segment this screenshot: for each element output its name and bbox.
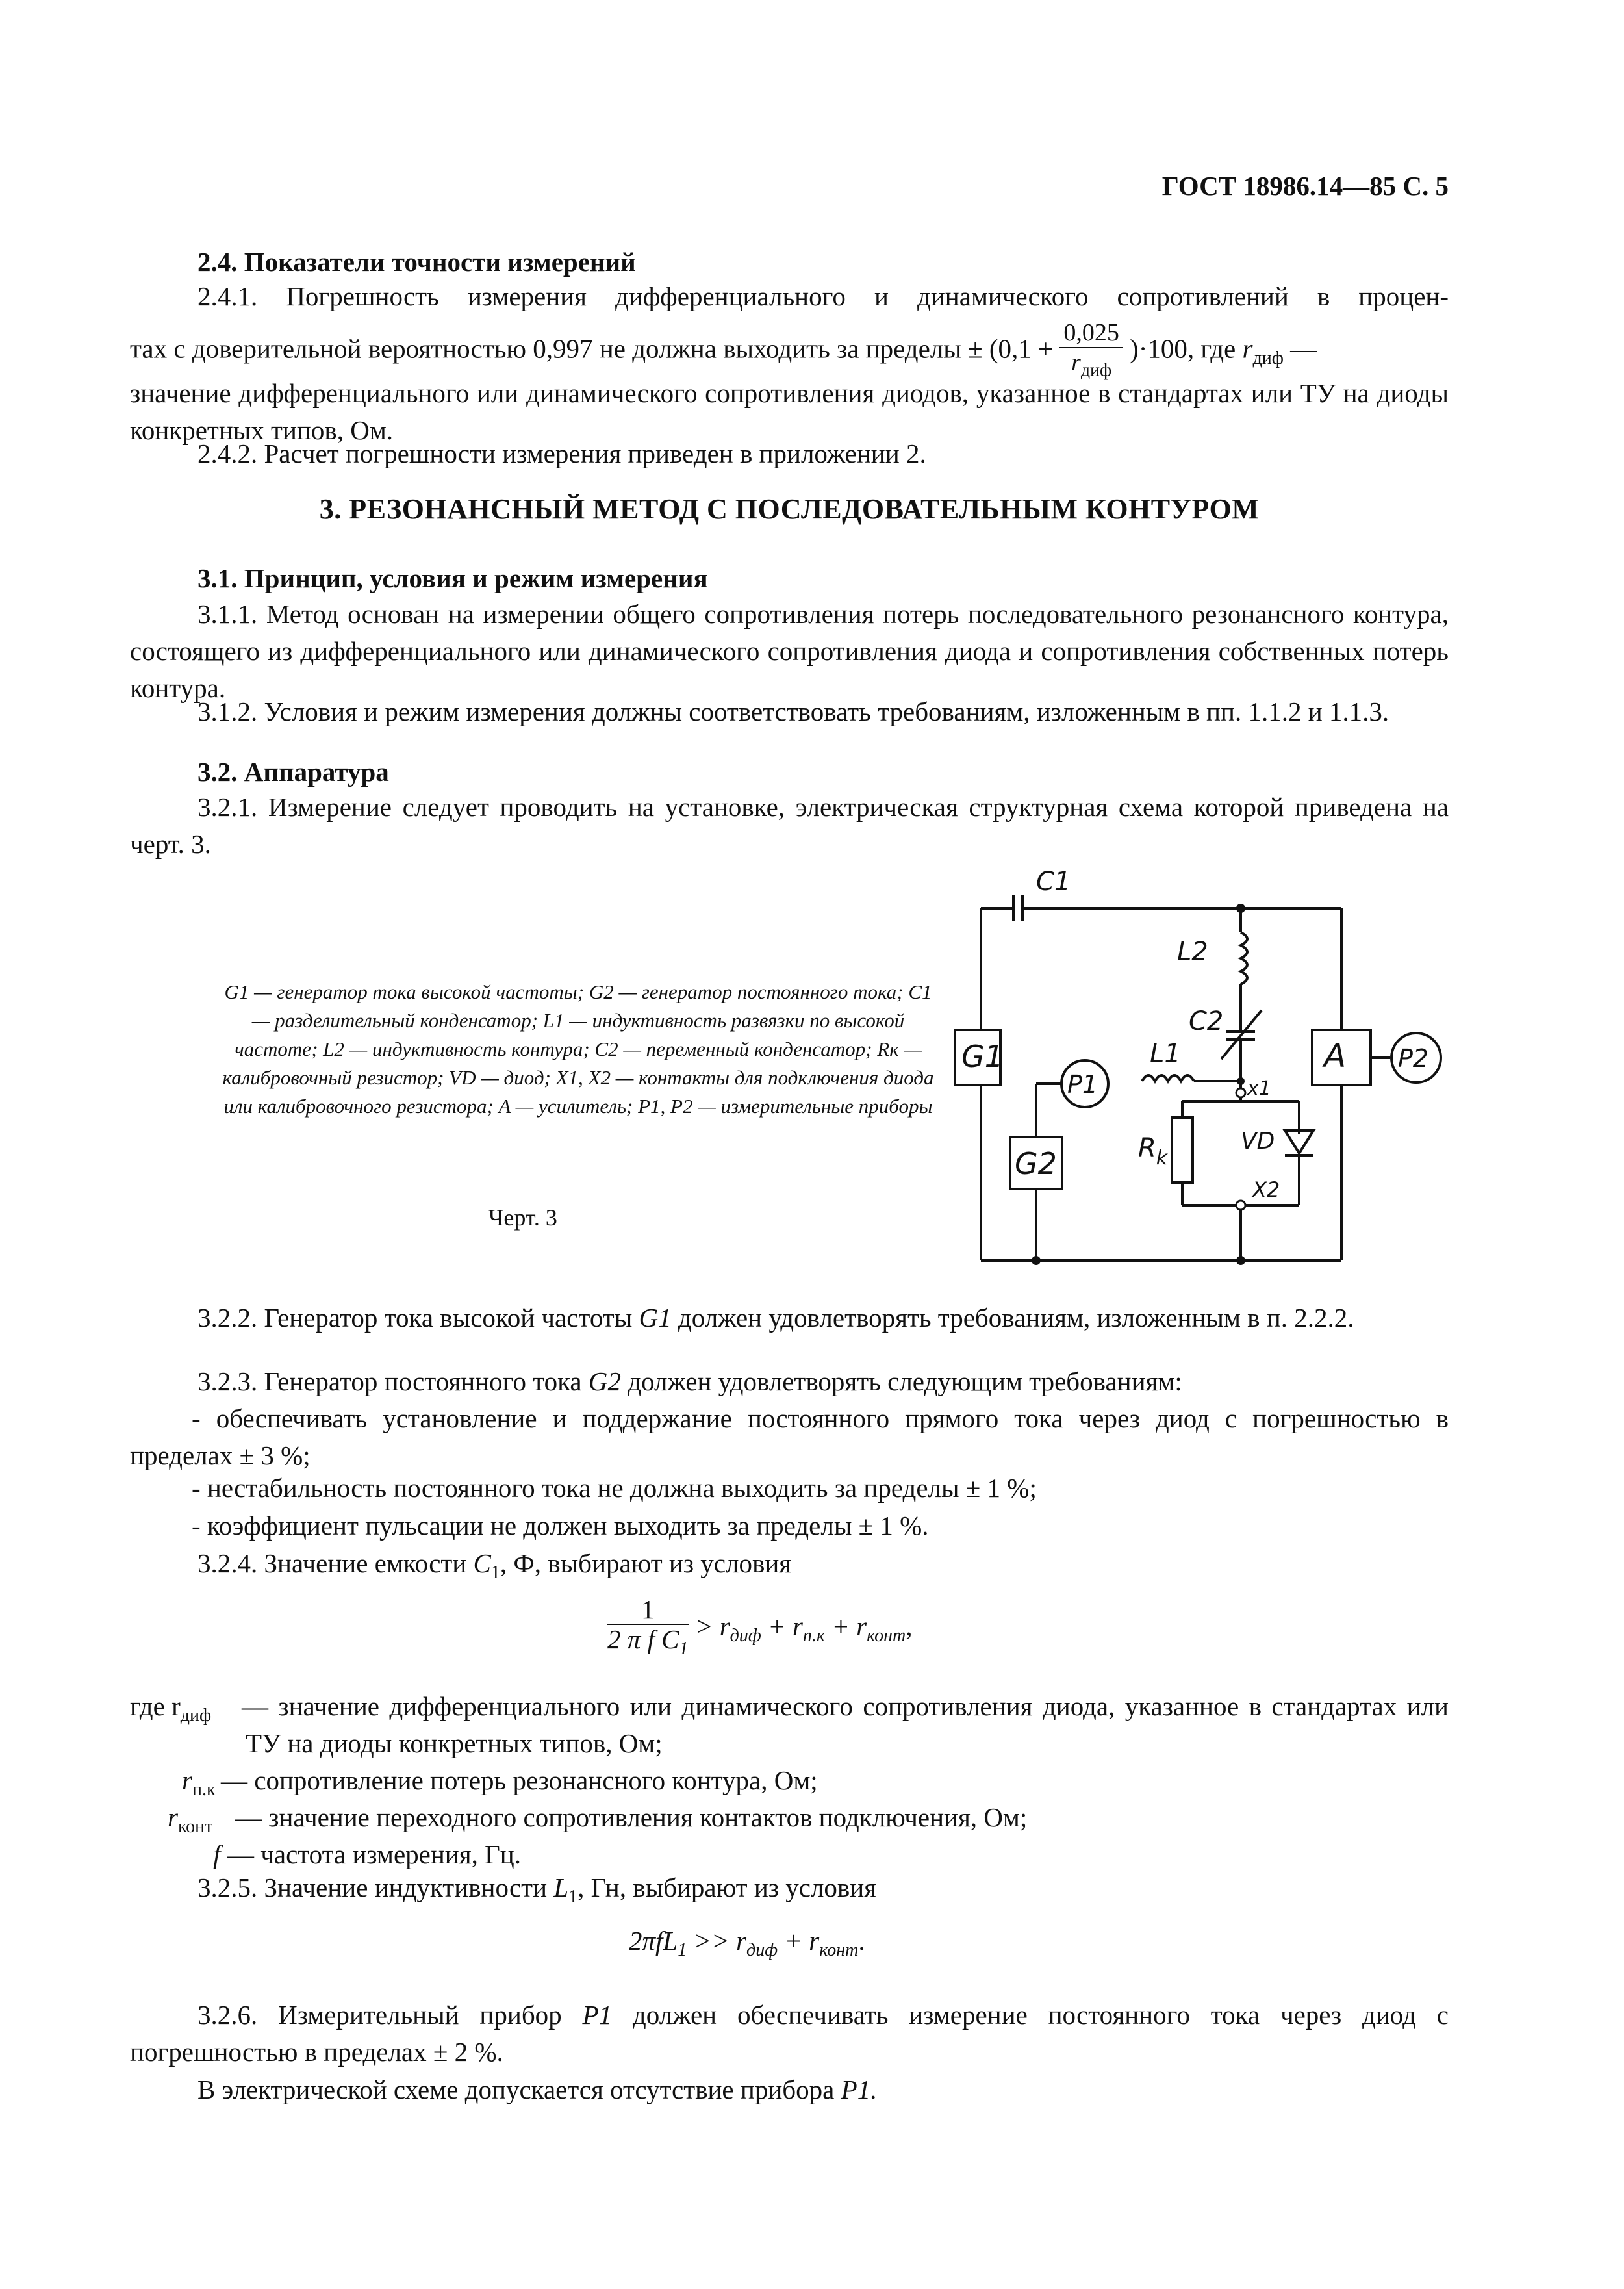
list-item: - коэффициент пульсации не должен выходить за пределы ± 1 %. bbox=[192, 1511, 929, 1541]
subscript: конт bbox=[867, 1626, 906, 1646]
text-fragment: , Гн, выбирают из условия bbox=[577, 1873, 877, 1902]
subscript: 1 bbox=[490, 1563, 500, 1583]
definition-desc: — значение переходного сопротивления контактов подключения, Ом; bbox=[235, 1802, 1028, 1832]
symbol: G2 bbox=[588, 1366, 621, 1396]
contact-x1 bbox=[1236, 1088, 1245, 1097]
contact-x2 bbox=[1236, 1201, 1245, 1210]
label-l1: L1 bbox=[1150, 1039, 1181, 1069]
para-3-2-5 bbox=[130, 1869, 1449, 1915]
text-fragment: В электрической схеме допускается отсутствие прибора bbox=[197, 2075, 835, 2104]
text-fragment: , Ф, выбирают из условия bbox=[500, 1548, 792, 1578]
fraction-denominator: r bbox=[1071, 349, 1081, 376]
symbol: r bbox=[168, 1802, 178, 1832]
formula-term: . bbox=[858, 1926, 865, 1956]
junction-dot bbox=[1236, 904, 1245, 913]
definition-desc: — частота измерения, Гц. bbox=[227, 1839, 522, 1869]
label-vd: VD bbox=[1241, 1128, 1275, 1155]
formula-term: , bbox=[906, 1611, 913, 1641]
diode-vd bbox=[1285, 1131, 1313, 1153]
list-item: - нестабильность постоянного тока не должна выходить за пределы ± 1 %; bbox=[192, 1473, 1037, 1503]
label-rk: $R_k$ bbox=[1138, 1133, 1168, 1170]
label-c1: C1 bbox=[1036, 867, 1071, 897]
subscript: 1 bbox=[568, 1887, 578, 1908]
definition-term bbox=[130, 1688, 211, 1734]
symbol: C bbox=[473, 1548, 491, 1578]
subscript: диф bbox=[746, 1940, 778, 1961]
text-fragment: 3.2.4. Значение емкости bbox=[197, 1548, 467, 1578]
para-3-2-6-note bbox=[130, 2071, 1449, 2108]
label-p2: P2 bbox=[1398, 1044, 1429, 1073]
subscript: диф bbox=[1080, 360, 1112, 381]
symbol: r bbox=[182, 1765, 192, 1795]
text-fragment: 3.2.5. Значение индуктивности bbox=[197, 1873, 548, 1902]
inductor-l1 bbox=[1142, 1075, 1194, 1081]
subscript: конт bbox=[819, 1940, 859, 1961]
text-fragment: где r bbox=[130, 1691, 181, 1721]
symbol: L bbox=[553, 1873, 569, 1902]
text-fragment: должен удовлетворять требованиям, изложенным в п. 2.2.2. bbox=[678, 1303, 1354, 1333]
list-item: - обеспечивать установление и поддержание постоянного прямого тока через диод с погрешностью в пределах ± 3 %; bbox=[130, 1403, 1449, 1470]
section-3-title: 3. РЕЗОНАНСНЫЙ МЕТОД С ПОСЛЕДОВАТЕЛЬНЫМ КОНТУРОМ bbox=[319, 493, 1260, 525]
definition-row bbox=[130, 1688, 1449, 1762]
text-fragment: — bbox=[1290, 333, 1317, 364]
inductor-l2 bbox=[1241, 932, 1247, 984]
label-l2: L2 bbox=[1177, 937, 1208, 967]
subscript: 1 bbox=[678, 1940, 687, 1961]
label-g1: G1 bbox=[961, 1039, 1004, 1074]
definition-row bbox=[130, 1762, 1449, 1799]
symbol: P1. bbox=[841, 2075, 878, 2104]
para-3-2-6 bbox=[130, 1997, 1449, 2071]
para-3-2-3 bbox=[130, 1363, 1449, 1400]
text-fragment: )·100, где bbox=[1130, 333, 1236, 364]
page-header: ГОСТ 18986.14—85 С. 5 bbox=[1161, 171, 1449, 201]
para-2-4-1-line3: значение дифференциального или динамического сопротивления диодов, указанное в стандартах или ТУ на диоды конкретных типов, Ом. bbox=[130, 378, 1449, 445]
resistor-rk bbox=[1172, 1118, 1193, 1183]
text-fragment: должен удовлетворять следующим требованиям: bbox=[628, 1366, 1182, 1396]
formula-term: > r bbox=[694, 1611, 730, 1641]
subscript: диф bbox=[730, 1626, 761, 1646]
section-2-4-title: 2.4. Показатели точности измерений bbox=[197, 247, 636, 277]
fraction-numerator: 1 bbox=[607, 1595, 689, 1625]
symbol: G1 bbox=[639, 1303, 672, 1333]
fraction-numerator: 0,025 bbox=[1059, 318, 1123, 348]
section-3-1-title: 3.1. Принцип, условия и режим измерения bbox=[197, 563, 708, 593]
label-p1: P1 bbox=[1067, 1070, 1098, 1099]
subscript: п.к bbox=[802, 1626, 825, 1646]
figure-caption: Черт. 3 bbox=[488, 1205, 557, 1231]
formula-term: + r bbox=[784, 1926, 820, 1956]
fraction-denominator: 2 π f C bbox=[607, 1624, 679, 1654]
text-fragment: тах с доверительной вероятностью 0,997 не должна выходить за пределы ± (0,1 + bbox=[130, 333, 1054, 364]
formula-term: 2πfL bbox=[629, 1926, 678, 1956]
para-2-4-2: 2.4.2. Расчет погрешности измерения приведен в приложении 2. bbox=[197, 439, 926, 468]
label-c2: C2 bbox=[1189, 1006, 1224, 1036]
formula-term: >> r bbox=[693, 1926, 747, 1956]
para-3-2-1: 3.2.1. Измерение следует проводить на установке, электрическая структурная схема которой приведена на черт. 3. bbox=[130, 792, 1449, 859]
text-fragment: 3.2.6. Измерительный прибор bbox=[197, 2000, 562, 2030]
junction-dot bbox=[1032, 1256, 1041, 1265]
definition-term bbox=[213, 1836, 220, 1873]
label-g2: G2 bbox=[1015, 1146, 1057, 1181]
subscript: 1 bbox=[679, 1639, 689, 1659]
para-3-1-2: 3.1.2. Условия и режим измерения должны соответствовать требованиям, изложенным в пп. 1.1.2 и 1.1.3. bbox=[197, 697, 1389, 726]
label-x2: X2 bbox=[1252, 1177, 1280, 1202]
definition-row bbox=[130, 1799, 1449, 1836]
formula-term: + r bbox=[767, 1611, 803, 1641]
definitions-list bbox=[130, 1688, 1449, 1873]
formula-term: + r bbox=[831, 1611, 867, 1641]
formula-l1 bbox=[629, 1925, 865, 1961]
para-3-2-2 bbox=[130, 1299, 1449, 1336]
text-fragment: должен обеспечивать измерение постоянного тока через диод с погрешностью в пределах ± 2 %. bbox=[130, 2000, 1449, 2067]
section-3-2-title: 3.2. Аппаратура bbox=[197, 757, 389, 787]
symbol: f bbox=[213, 1839, 221, 1869]
label-x1: x1 bbox=[1247, 1077, 1271, 1100]
subscript: конт bbox=[177, 1817, 213, 1837]
subscript: диф bbox=[180, 1706, 212, 1726]
symbol: P1 bbox=[582, 2000, 613, 2030]
text-fragment: 3.2.3. Генератор постоянного тока bbox=[197, 1366, 582, 1396]
junction-dot bbox=[1237, 1077, 1245, 1085]
para-3-2-4 bbox=[130, 1545, 1449, 1591]
circuit-diagram bbox=[935, 864, 1468, 1280]
definition-desc bbox=[242, 1688, 1449, 1762]
text-fragment: — значение дифференциального или динамического сопротивления диода, указанное в стандартах или ТУ на диоды конкретных типов, Ом; bbox=[242, 1691, 1449, 1758]
para-3-1-1: 3.1.1. Метод основан на измерении общего сопротивления потерь последовательного резонансного контура, состоящего из дифференциального или динамического сопротивления диода и сопротивления собственных потерь контура. bbox=[130, 599, 1449, 703]
text-fragment: 3.2.2. Генератор тока высокой частоты bbox=[197, 1303, 633, 1333]
definition-row bbox=[130, 1836, 1449, 1873]
fraction bbox=[607, 1595, 689, 1663]
formula-c1 bbox=[607, 1595, 912, 1663]
symbol: r bbox=[1242, 333, 1253, 364]
definition-desc: — сопротивление потерь резонансного контура, Ом; bbox=[221, 1765, 818, 1795]
para-2-4-1-line1: 2.4.1. Погрешность измерения дифференциального и динамического сопротивлений в процен- bbox=[197, 281, 1449, 311]
subscript: диф bbox=[1252, 348, 1284, 368]
junction-dot bbox=[1236, 1256, 1245, 1265]
subscript: п.к bbox=[192, 1780, 216, 1800]
figure-legend: G1 — генератор тока высокой частоты; G2 — генератор постоянного тока; C1 — разделительный конденсатор; L1 — индуктивность развязки по высокой частоте; L2 — индуктивность контура; C2 — переменный конденсатор; Rк — калибровочный резистор; VD — диод; X1, X2 — контакты для подключения диода или калибровочного резистора; A — усилитель; P1, P2 — измерительные приборы bbox=[222, 980, 934, 1118]
label-a: A bbox=[1324, 1037, 1347, 1075]
